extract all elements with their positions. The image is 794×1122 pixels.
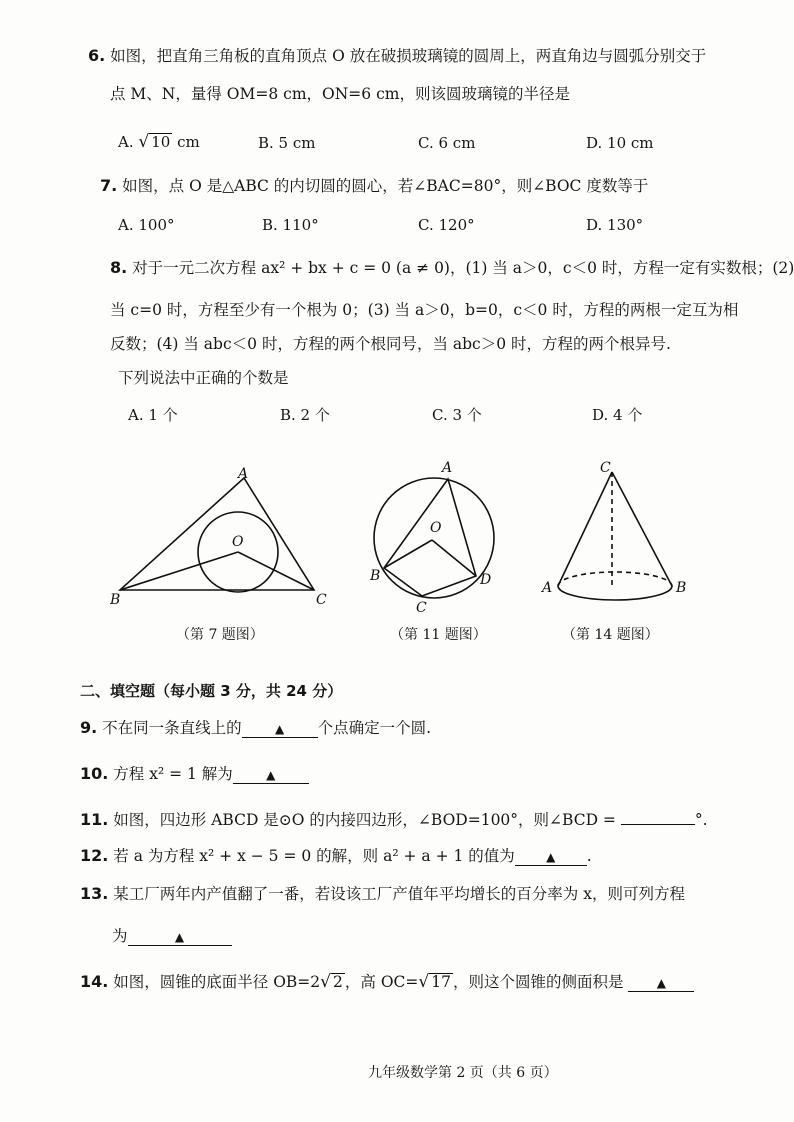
quadrilateral-abcd <box>384 479 476 596</box>
q13-answer-blank[interactable] <box>128 928 232 946</box>
sqrt-symbol: √ <box>418 972 430 992</box>
fig11-label-b: B <box>370 568 381 584</box>
q11-answer-blank[interactable] <box>621 824 695 825</box>
q9-text-before: 不在同一条直线上的 <box>102 719 242 737</box>
q8-number: 8. <box>110 258 128 277</box>
fig14-label-c: C <box>600 460 611 476</box>
q13-line2 <box>112 926 232 946</box>
q7-option-c: C. 120° <box>418 216 475 234</box>
q10-text-before: 方程 x² = 1 解为 <box>113 765 233 783</box>
triangle-marker-icon: ▲ <box>174 930 185 944</box>
q13-number: 13. <box>80 884 109 903</box>
figure-14-diagram <box>536 458 696 608</box>
q6-line1 <box>88 46 706 66</box>
figure-11-diagram <box>362 458 512 616</box>
triangle-marker-icon: ▲ <box>656 976 667 990</box>
q6-option-a-unit: cm <box>177 133 200 151</box>
q14-text-before: 如图，圆锥的底面半径 OB= <box>113 973 311 991</box>
q14-line <box>80 972 694 992</box>
triangle-marker-icon: ▲ <box>546 850 556 864</box>
base-front-arc <box>558 586 672 600</box>
figure-14-caption: （第 14 题图） <box>562 627 659 643</box>
q7-option-b: B. 110° <box>262 216 319 234</box>
fig7-label-o: O <box>232 534 244 550</box>
q7-text: 如图，点 O 是△ABC 的内切圆的圆心，若∠BAC=80°，则∠BOC 度数等于 <box>122 177 649 195</box>
q7-option-d: D. 130° <box>586 216 644 234</box>
q6-option-d: D. 10 cm <box>586 134 654 152</box>
segment-do <box>432 540 476 576</box>
base-back-arc <box>558 572 672 586</box>
q8-line3: 反数；(4) 当 abc＜0 时，方程的两个根同号，当 abc＞0 时，方程的两个根异号. <box>110 335 671 353</box>
fig7-label-a: A <box>238 466 249 482</box>
q12-answer-blank[interactable] <box>515 848 587 866</box>
q12-line <box>80 846 592 866</box>
fig11-label-d: D <box>480 572 492 588</box>
q14-text-after: ，则这个圆锥的侧面积是 <box>452 973 624 991</box>
fig7-label-c: C <box>316 592 327 608</box>
q12-number: 12. <box>80 846 109 865</box>
sqrt-symbol: √ <box>138 132 150 152</box>
q9-answer-blank[interactable] <box>242 720 318 738</box>
q6-number: 6. <box>88 46 106 65</box>
slant-ca <box>558 472 612 586</box>
fig14-label-a: A <box>542 580 553 596</box>
segment-bo <box>120 552 238 590</box>
q8-line4: 下列说法中正确的个数是 <box>118 369 289 387</box>
triangle-abc <box>120 478 314 590</box>
q6-option-c: C. 6 cm <box>418 134 476 152</box>
q12-text-after: . <box>586 847 592 865</box>
q13-text-1: 某工厂两年内产值翻了一番，若设该工厂产值年平均增长的百分率为 x，则可列方程 <box>113 885 685 903</box>
q12-text-before: 若 a 为方程 x² + x − 5 = 0 的解，则 a² + a + 1 的值为 <box>113 847 515 865</box>
q9-number: 9. <box>80 718 98 737</box>
q11-text-after: °. <box>694 811 708 829</box>
q6-line2: 点 M、N，量得 OM=8 cm，ON=6 cm，则该圆玻璃镜的半径是 <box>110 85 570 103</box>
q8-option-d: D. 4 个 <box>592 406 643 424</box>
fig7-label-b: B <box>110 592 121 608</box>
circumcircle <box>374 478 494 598</box>
figure-7-diagram <box>110 462 340 612</box>
q8-text-1: 对于一元二次方程 ax² + bx + c = 0 (a ≠ 0)，(1) 当 a＞0，c＜0 时，方程一定有实数根；(2) <box>132 259 794 277</box>
fig14-label-b: B <box>676 580 687 596</box>
q13-line1 <box>80 884 685 904</box>
slant-cb <box>612 472 672 586</box>
q6-option-a-radicand: 10 <box>151 133 171 151</box>
q8-line1 <box>110 258 794 278</box>
q14-ob-coefficient: 2 <box>310 973 321 991</box>
q6-option-b: B. 5 cm <box>258 134 316 152</box>
q9-line <box>80 718 431 738</box>
figure-7-caption: （第 7 题图） <box>176 627 264 643</box>
q7-option-a: A. 100° <box>118 216 175 234</box>
q10-answer-blank[interactable] <box>233 766 309 784</box>
q10-number: 10. <box>80 764 109 783</box>
triangle-marker-icon: ▲ <box>266 768 276 782</box>
q7-line <box>100 176 648 196</box>
segment-bo <box>384 540 432 568</box>
section-2-title: 二、填空题（每小题 3 分，共 24 分） <box>80 682 343 700</box>
q7-number: 7. <box>100 176 118 195</box>
fig11-label-o: O <box>430 520 442 536</box>
figure-11-caption: （第 11 题图） <box>390 627 487 643</box>
fig11-label-a: A <box>442 460 453 476</box>
page-footer: 九年级数学第 2 页（共 6 页） <box>368 1065 558 1081</box>
triangle-marker-icon: ▲ <box>275 722 285 736</box>
q11-number: 11. <box>80 810 109 829</box>
q8-line2: 当 c=0 时，方程至少有一个根为 0；(3) 当 a＞0，b=0，c＜0 时，方程的两根一定互为相 <box>110 301 739 319</box>
q14-answer-blank[interactable] <box>628 974 694 992</box>
q8-option-a: A. 1 个 <box>128 406 178 424</box>
sqrt-symbol: √ <box>320 972 332 992</box>
q6-option-a <box>118 132 200 152</box>
q14-ob-radicand: 2 <box>333 973 343 991</box>
q6-text-1: 如图，把直角三角板的直角顶点 O 放在破损玻璃镜的圆周上，两直角边与圆弧分别交于 <box>110 47 707 65</box>
q11-line <box>80 810 708 830</box>
q8-option-c: C. 3 个 <box>432 406 482 424</box>
q14-oc-radicand: 17 <box>431 973 451 991</box>
q11-text-before: 如图，四边形 ABCD 是⊙O 的内接四边形，∠BOD=100°，则∠BCD = <box>113 811 616 829</box>
q13-text-2: 为 <box>112 927 128 945</box>
q14-text-middle: ，高 OC= <box>344 973 419 991</box>
fig11-label-c: C <box>416 600 427 616</box>
q9-text-after: 个点确定一个圆. <box>317 719 432 737</box>
q10-line <box>80 764 309 784</box>
q14-number: 14. <box>80 972 109 991</box>
q6-option-a-label: A. <box>118 133 134 151</box>
q8-option-b: B. 2 个 <box>280 406 330 424</box>
